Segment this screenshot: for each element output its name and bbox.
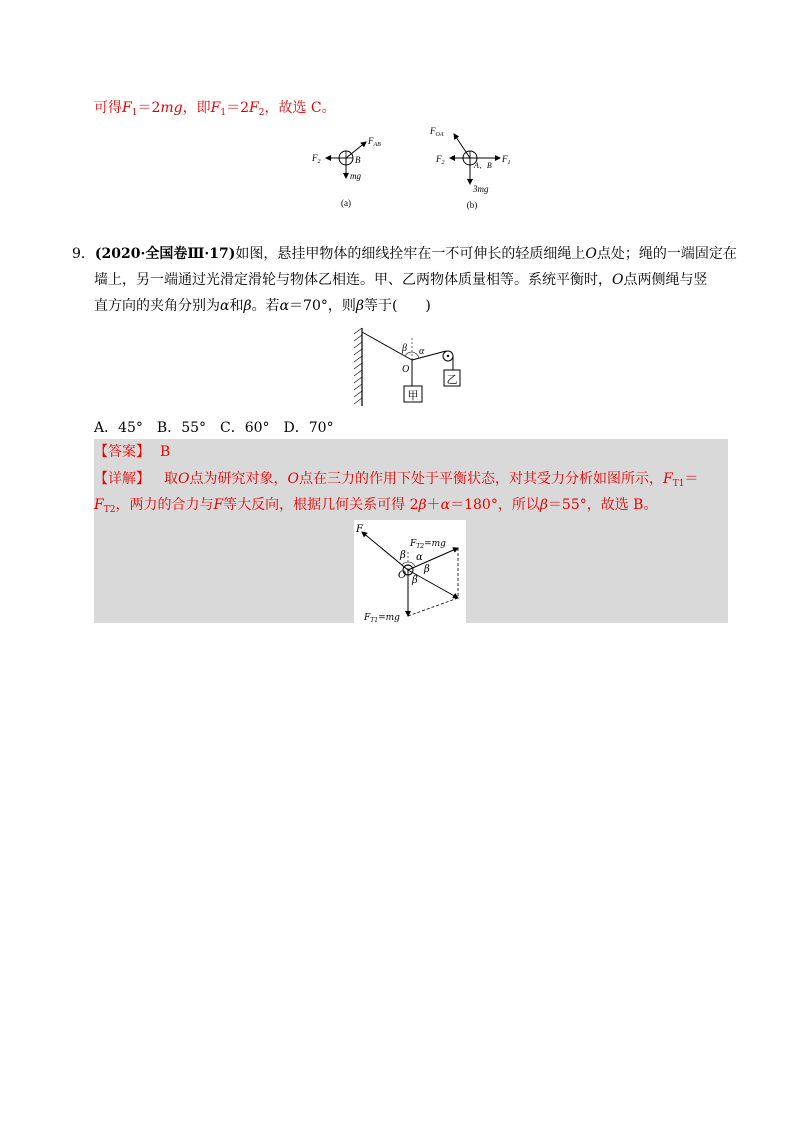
question-number: 9． — [72, 246, 95, 262]
answer-options: A．45° B．55° C．60° D．70° — [94, 420, 334, 436]
answer-value: B — [160, 444, 171, 460]
svg-text:O: O — [398, 570, 407, 581]
svg-text:F2: $F_2$ — [312, 153, 321, 165]
svg-text:F2: $F_2$ — [436, 154, 445, 166]
svg-text:β: β — [400, 550, 406, 561]
svg-text:β: β — [402, 343, 407, 354]
explanation-line-2: $F_{T2}$，两力的合力与F等大反向，根据几何关系可得 2β＋α＝180°，所以β＝55°，故选 B。 — [94, 497, 658, 515]
explanation-tag: 【详解】 — [94, 471, 150, 487]
svg-text:F: F — [356, 524, 363, 535]
question-source: (2020·全国卷Ⅲ·17) — [94, 246, 236, 262]
svg-text:甲: 甲 — [407, 390, 419, 402]
force-diagram-a — [308, 128, 398, 212]
explanation-line-1: 【详解】 取O点为研究对象，O点在三力的作用下处于平衡状态，对其受力分析如图所示，$F_{T1}=$ — [94, 471, 699, 489]
svg-text:α: α — [419, 346, 425, 357]
svg-text:B: B — [355, 155, 361, 165]
svg-text:FT2=mg: $F_{T2}=mg$ — [410, 539, 446, 550]
svg-text:3mg: 3mg — [473, 184, 489, 194]
svg-text:FT1=mg: $F_{T1}=mg$ — [364, 613, 400, 623]
svg-text:(b): (b) — [466, 200, 478, 210]
svg-text:A、B: A、B — [474, 161, 492, 170]
svg-text:β: β — [424, 564, 430, 575]
svg-text:F1: $F_1$ — [502, 154, 511, 166]
previous-conclusion: 可得$F_1=2mg$，即$F_1=2F_2$，故选 C。 — [94, 100, 336, 118]
svg-text:FOA: $F_{OA}$ — [430, 126, 444, 138]
answer-tag: 【答案】 — [94, 444, 150, 460]
svg-text:α: α — [416, 552, 423, 563]
question-line-1: 9．(2020·全国卷Ⅲ·17)如图，悬挂甲物体的细线拴牢在一不可伸长的轻质细绳上O点处；绳的一端固定在 — [72, 246, 737, 262]
question-figure — [350, 324, 480, 408]
svg-text:(a): (a) — [341, 198, 351, 208]
svg-text:乙: 乙 — [446, 374, 458, 386]
question-line-3: 直方向的夹角分别为α和β。若α＝70°，则β等于( ) — [94, 298, 431, 314]
svg-text:FAB: $F_{AB}$ — [368, 136, 381, 148]
answer-line — [94, 442, 170, 462]
explanation-figure — [354, 520, 466, 623]
question-line-2: 墙上，另一端通过光滑定滑轮与物体乙相连。甲、乙两物体质量相等。系统平衡时，O点两侧绳与竖 — [94, 272, 708, 288]
svg-text:β: β — [412, 575, 418, 586]
force-diagram-b — [428, 122, 528, 214]
svg-text:O: O — [402, 364, 410, 375]
svg-text:mg: mg — [350, 171, 361, 181]
